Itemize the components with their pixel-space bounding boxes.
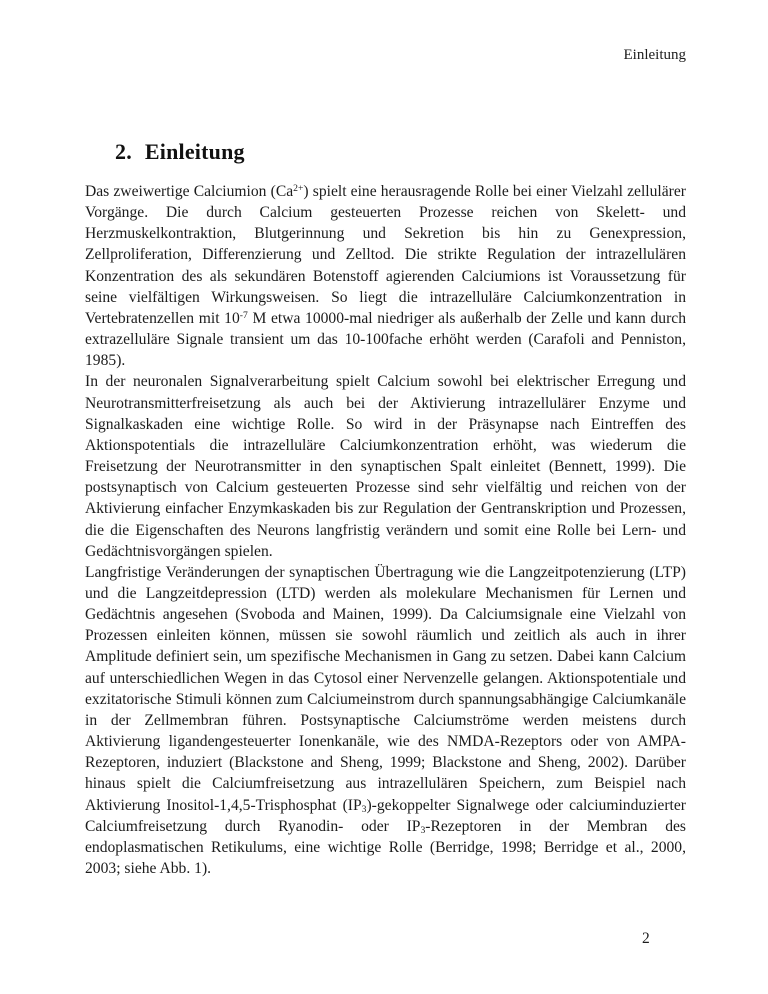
paragraph-ltp-ltd: Langfristige Veränderungen der synaptischen Übertragung wie die Langzeitpotenzierung (LTP) und die Langzeitdepression (LTD) werden als molekulare Mechanismen für Lernen und Gedächtnis angesehen (Svoboda and Mainen, 1999). Da Calciumsignale eine Vielzahl von Prozessen einleiten können, müssen sie sowohl räumlich und zeitlich als auch in ihrer Amplitude definiert sein, um spezifische Mechanismen in Gang zu setzen. Dabei kann Calcium auf unterschiedlichen Wegen in das Cytosol einer Nervenzelle gelangen. Aktionspotentiale und exzitatorische Stimuli können zum Calciumeinstrom durch spannungsabhängige Calciumkanäle in der Zellmembran führen. Postsynaptische Calciumströme werden meistens durch Aktivierung ligandengesteuerter Ionenkanäle, wie des NMDA-Rezeptors oder von AMPA-Rezeptoren, induziert (Blackstone and Sheng, 1999; Blackstone and Sheng, 2002). Darüber hinaus spielt die Calciumfreisetzung aus intrazellulären Speichern, zum Beispiel nach Aktivierung Inositol-1,4,5-Trisphosphat $(IP_3)$-gekoppelter Signalwege oder calciuminduzierter Calciumfreisetzung durch Ryanodin- oder $IP_3$-Rezeptoren in der Membran des endoplasmatischen Retikulums, eine wichtige Rolle (Berridge, 1998; Berridge et al., 2000, 2003; siehe Abb. 1). [85, 563, 686, 877]
document-body [85, 181, 686, 879]
section-title: Einleitung [144, 139, 245, 164]
page-number: 2 [642, 930, 650, 947]
paragraph-calcium-role: Das zweiwertige Calciumion $(Ca^{2+})$ spielt eine herausragende Rolle bei einer Vielzahl zellulärer Vorgänge. Die durch Calcium gesteuerten Prozesse reichen von Skelett- und Herzmuskelkontraktion, Blutgerinnung und Sekretion bis hin zu Genexpression, Zellproliferation, Differenzierung und Zelltod. Die strikte Regulation der intrazellulären Konzentration des als sekundären Botenstoff agierenden Calciumions ist Voraussetzung für seine vielfältigen Wirkungsweisen. So liegt die intrazelluläre Calciumkonzentration in Vertebratenzellen mit $10^{-7}$ M etwa 10000-mal niedriger als außerhalb der Zelle und kann durch extrazelluläre Signale transient um das 10-100fache erhöht werden (Carafoli and Penniston, 1985). [85, 182, 686, 370]
section-heading [115, 139, 245, 165]
paragraph-neuronal-signaling: In der neuronalen Signalverarbeitung spielt Calcium sowohl bei elektrischer Erregung und Neurotransmitterfreisetzung als auch bei der Aktivierung intrazellulärer Enzyme und Signalkaskaden eine wichtige Rolle. So wird in der Präsynapse nach Eintreffen des Aktionspotentials die intrazelluläre Calciumkonzentration erhöht, was wiederum die Freisetzung der Neurotransmitter in den synaptischen Spalt einleitet (Bennett, 1999). Die postsynaptisch von Calcium gesteuerten Prozesse sind sehr vielfältig und reichen von der Aktivierung einfacher Enzymkaskaden bis zur Regulation der Gentranskription und Prozessen, die die Eigenschaften des Neurons langfristig verändern und somit eine Rolle bei Lern- und Gedächtnisvorgängen spielen. [85, 373, 686, 560]
section-number: 2. [115, 139, 132, 164]
running-header: Einleitung [623, 47, 686, 63]
